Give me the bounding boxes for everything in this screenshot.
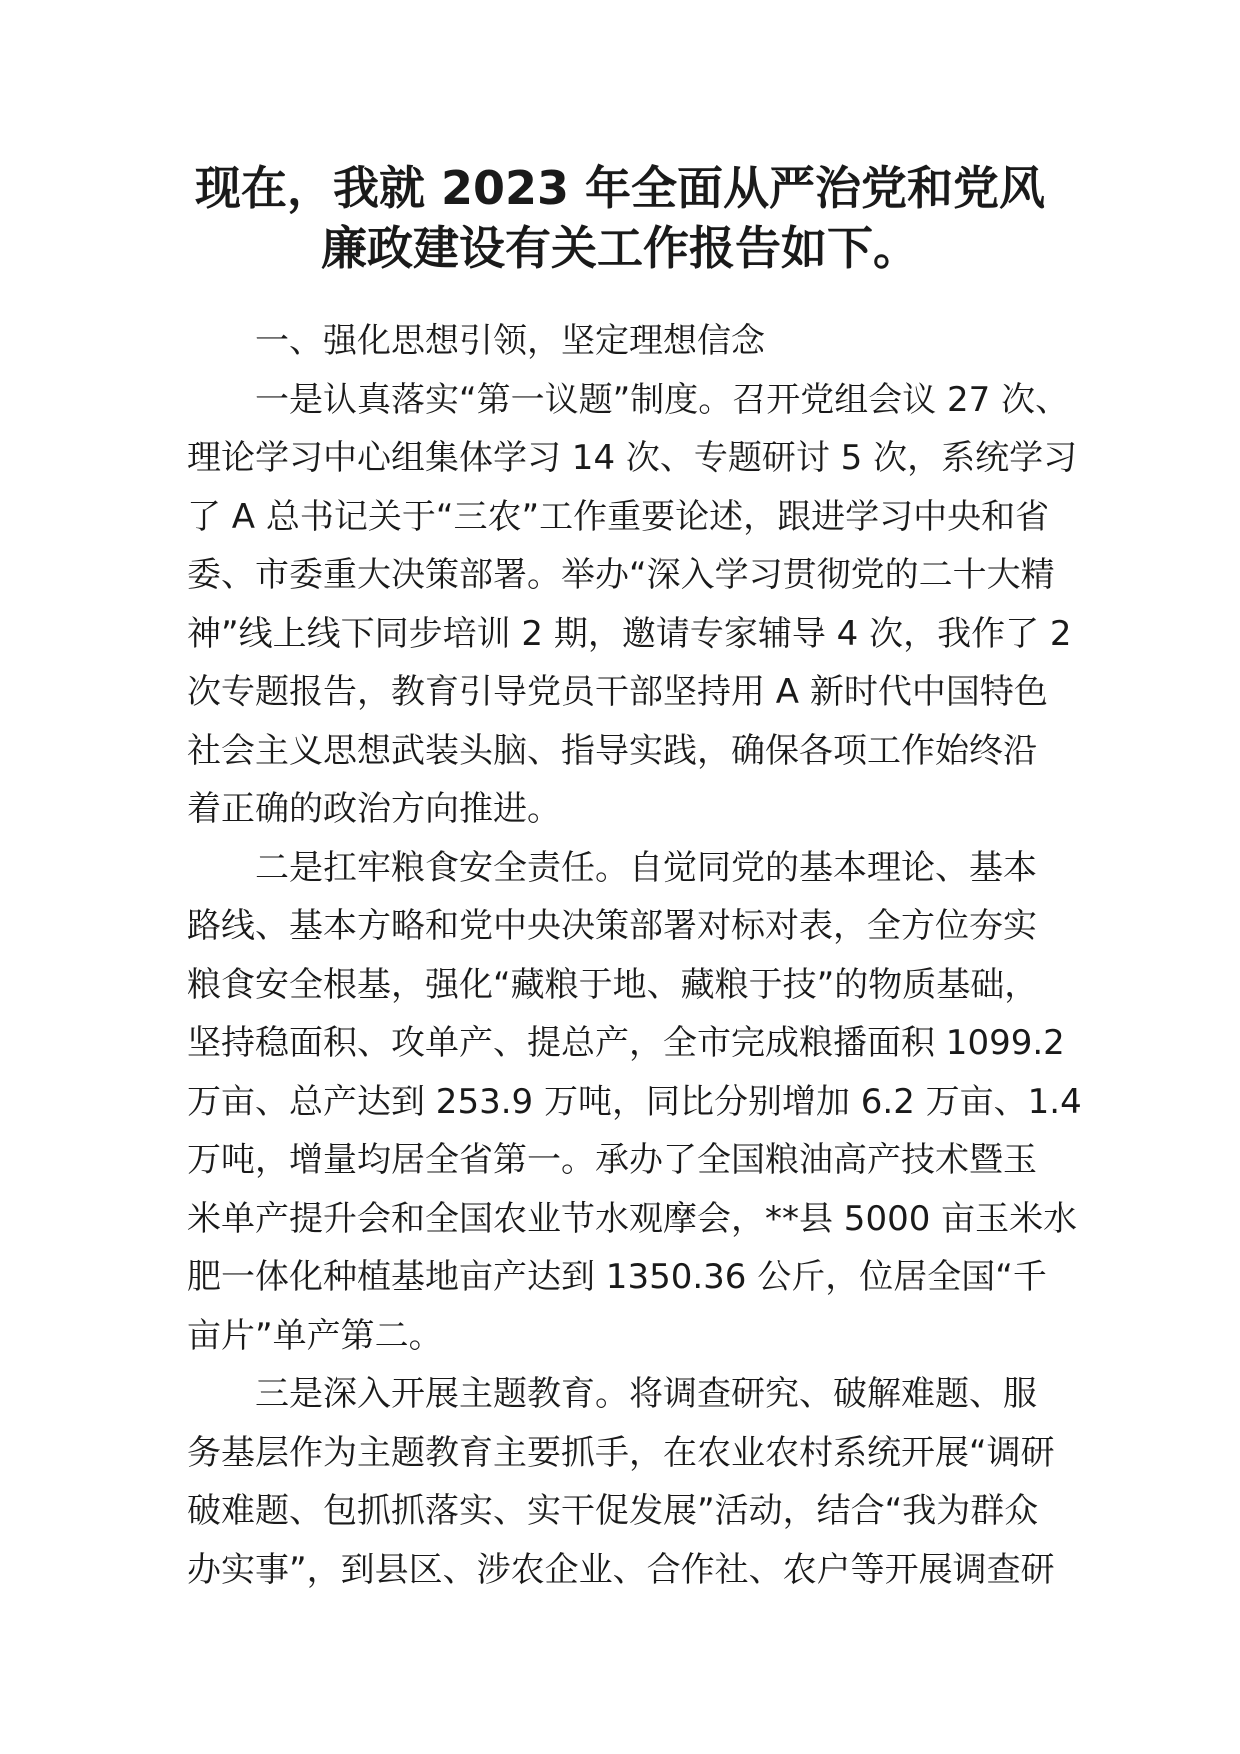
paragraph-1 [187, 371, 1078, 839]
paragraph-2 [187, 839, 1082, 1366]
paragraph-2-line: 亩片”单产第二。 [187, 1315, 443, 1356]
paragraph-2-line: 坚持稳面积、攻单产、提总产，全市完成粮播面积 1099.2 [187, 1023, 1065, 1063]
paragraph-1-line: 着正确的政治方向推进。 [187, 789, 561, 829]
document-title [150, 158, 1090, 278]
paragraph-3-line: 务基层作为主题教育主要抓手，在农业农村系统开展“调研 [187, 1432, 1055, 1473]
paragraph-3-line: 三是深入开展主题教育。将调查研究、破解难题、服 [255, 1374, 1037, 1414]
document-body [187, 312, 1082, 1599]
paragraph-2-line: 粮食安全根基，强化“藏粮于地、藏粮于技”的物质基础， [187, 964, 1039, 1005]
paragraph-1-line: 理论学习中心组集体学习 14 次、专题研讨 5 次，系统学习 [187, 438, 1078, 478]
paragraph-2-line: 二是扛牢粮食安全责任。自觉同党的基本理论、基本 [255, 847, 1037, 888]
paragraph-2-line: 肥一体化种植基地亩产达到 1350.36 公斤，位居全国“千 [187, 1257, 1047, 1297]
paragraph-2-line: 米单产提升会和全国农业节水观摩会，**县 5000 亩玉米水 [187, 1198, 1078, 1239]
paragraph-1-line: 了 A 总书记关于“三农”工作重要论述，跟进学习中央和省 [187, 496, 1050, 537]
paragraph-1-line: 委、市委重大决策部署。举办“深入学习贯彻党的二十大精 [187, 555, 1055, 595]
paragraph-1-line: 社会主义思想武装头脑、指导实践，确保各项工作始终沿 [187, 730, 1037, 771]
paragraph-3 [187, 1365, 1057, 1599]
title-line-2: 廉政建设有关工作报告如下。 [321, 221, 919, 275]
paragraph-2-line: 路线、基本方略和党中央决策部署对标对表，全方位夯实 [187, 906, 1037, 946]
paragraph-2-line: 万吨，增量均居全省第一。承办了全国粮油高产技术暨玉 [187, 1140, 1037, 1180]
paragraph-3-line: 破难题、包抓抓落实、实干促发展”活动，结合“我为群众 [187, 1491, 1039, 1531]
paragraph-1-line: 次专题报告，教育引导党员干部坚持用 A 新时代中国特色 [187, 672, 1048, 712]
paragraph-1-line: 神”线上线下同步培训 2 期，邀请专家辅导 4 次，我作了 2 [187, 613, 1072, 654]
title-line-1: 现在，我就 2023 年全面从严治党和党风 [194, 161, 1046, 215]
section-heading-text: 一、强化思想引领，坚定理想信念 [255, 321, 765, 361]
paragraph-2-line: 万亩、总产达到 253.9 万吨，同比分别增加 6.2 万亩、1.4 [187, 1081, 1082, 1122]
section-heading [187, 312, 1057, 371]
paragraph-1-line: 一是认真落实“第一议题”制度。召开党组会议 27 次、 [255, 379, 1070, 420]
paragraph-3-line: 办实事”，到县区、涉农企业、合作社、农户等开展调查研 [187, 1549, 1055, 1590]
